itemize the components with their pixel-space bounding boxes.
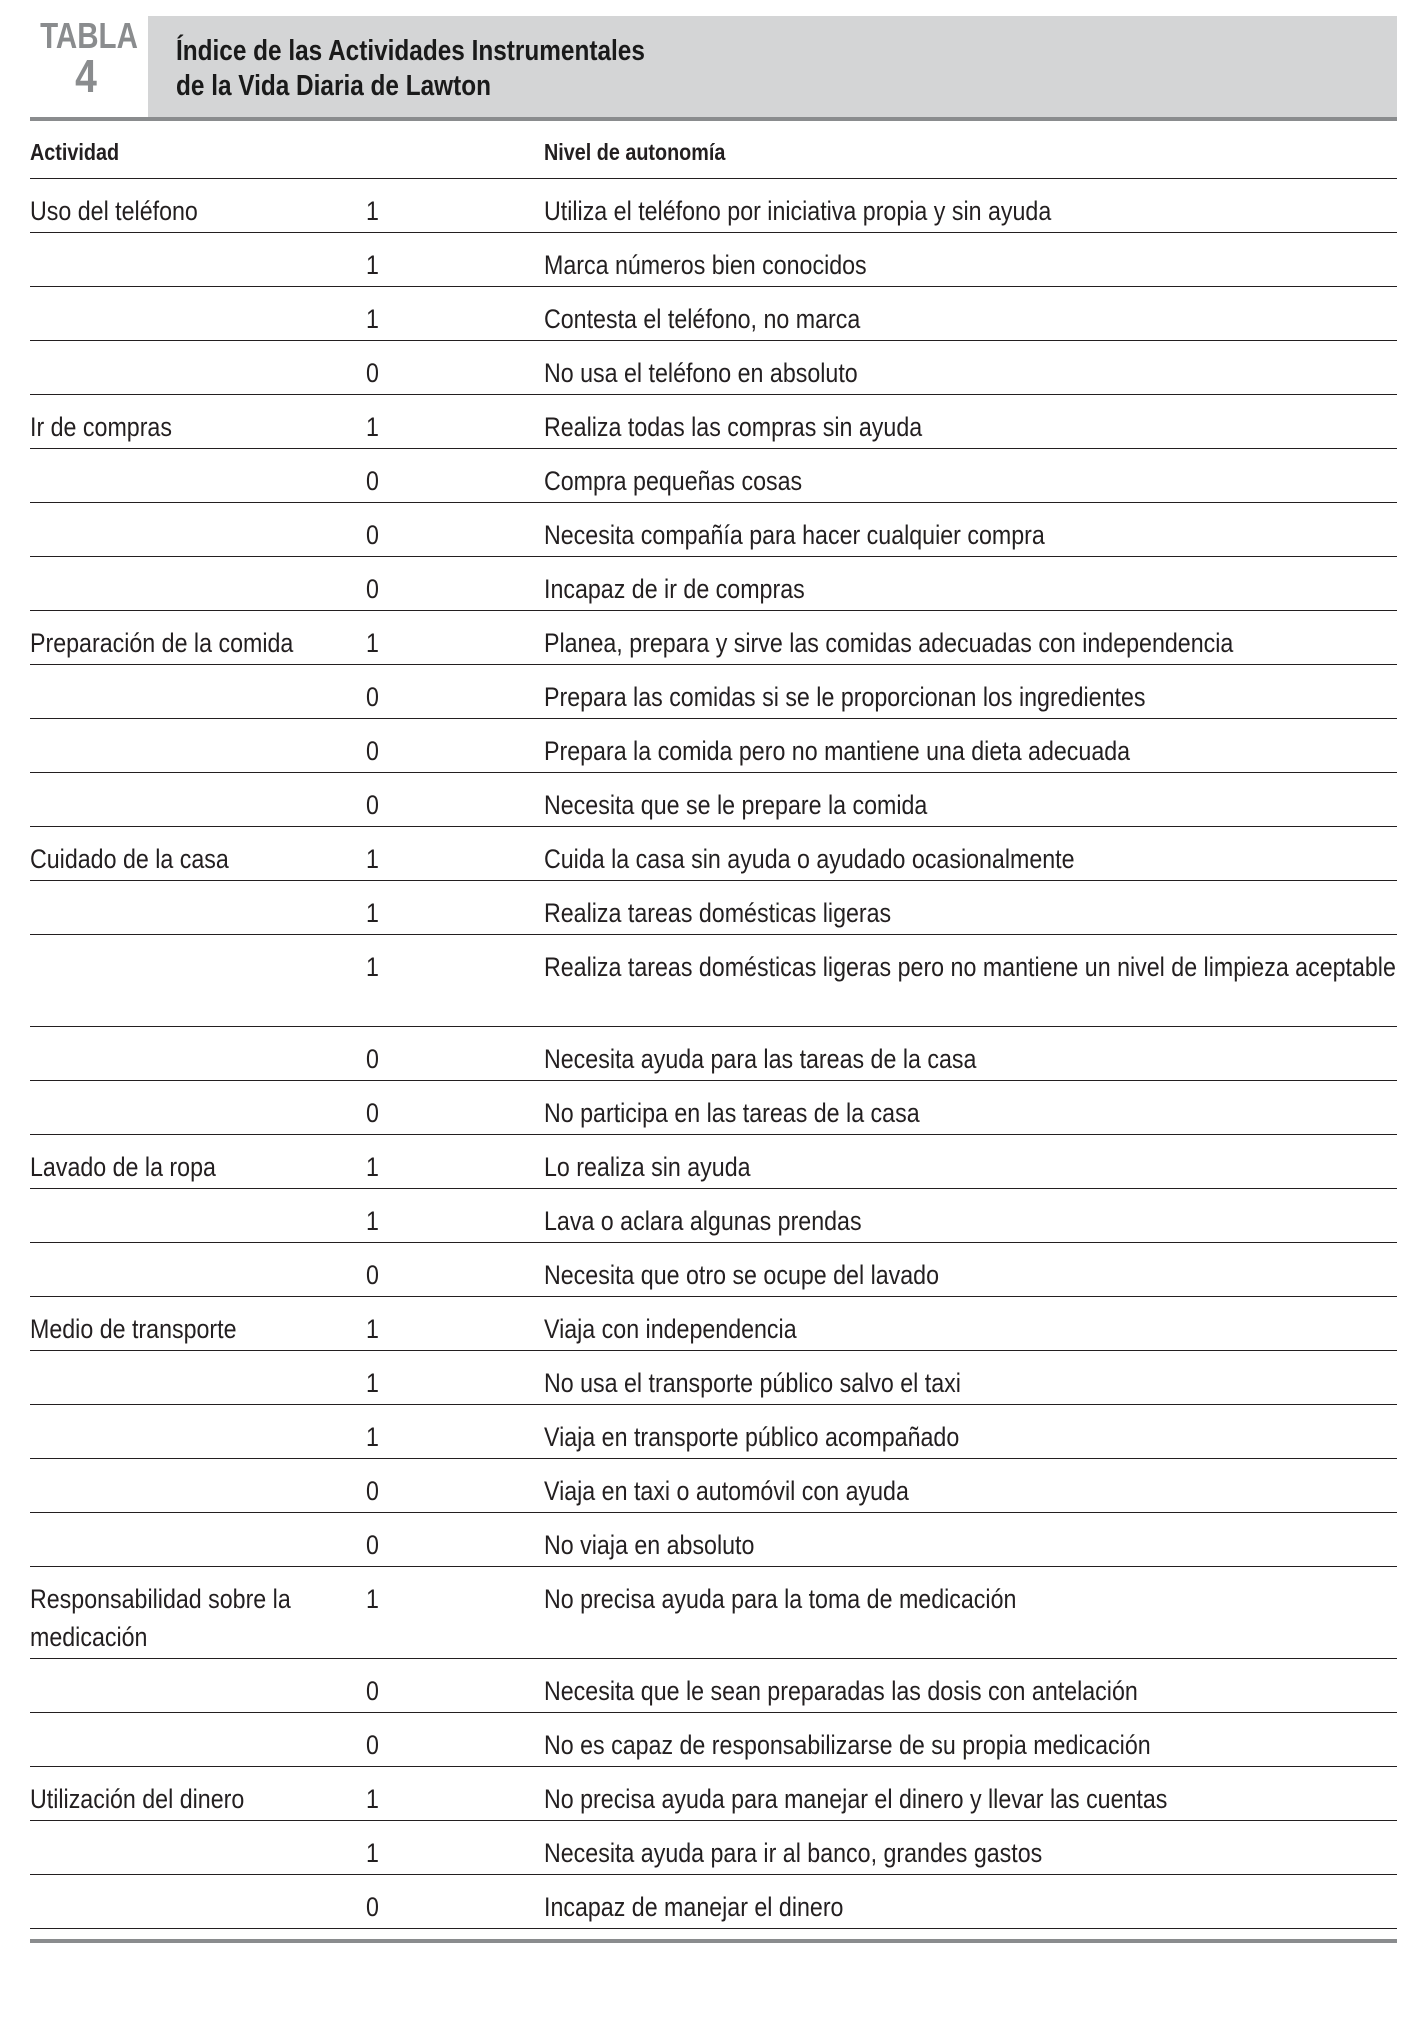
activity-cell: Cuidado de la casa: [30, 844, 229, 874]
description-cell: Realiza tareas domésticas ligeras: [544, 898, 892, 928]
score-cell: 1: [366, 844, 379, 874]
score-cell: 1: [366, 1206, 379, 1236]
table-row: [30, 449, 1397, 503]
score-cell: 1: [366, 1422, 379, 1452]
table-row: [30, 1821, 1397, 1875]
table-label-word: TABLA: [40, 15, 138, 56]
score-cell: 0: [366, 1260, 379, 1290]
column-headers: [30, 119, 1397, 179]
table-label: [30, 15, 142, 102]
table-row: [30, 557, 1397, 611]
table-row: [30, 611, 1397, 665]
table-row: [30, 233, 1397, 287]
table-row: [30, 1351, 1397, 1405]
description-cell: Lo realiza sin ayuda: [544, 1152, 751, 1182]
table-title-line2: de la Vida Diaria de Lawton: [176, 70, 491, 102]
column-header-level: Nivel de autonomía: [544, 139, 726, 165]
table-row: [30, 1189, 1397, 1243]
score-cell: 1: [366, 628, 379, 658]
description-cell: No precisa ayuda para manejar el dinero y llevar las cuentas: [544, 1784, 1168, 1814]
score-cell: 0: [366, 1098, 379, 1128]
activity-cell: Utilización del dinero: [30, 1784, 245, 1814]
description-cell: Necesita que otro se ocupe del lavado: [544, 1260, 940, 1290]
table-row: [30, 881, 1397, 935]
description-cell: Viaja en transporte público acompañado: [544, 1422, 960, 1452]
description-cell: Utiliza el teléfono por iniciativa propia y sin ayuda: [544, 196, 1052, 226]
score-cell: 1: [366, 1838, 379, 1868]
description-cell: No usa el teléfono en absoluto: [544, 358, 858, 388]
table-row: [30, 773, 1397, 827]
table-row: [30, 1405, 1397, 1459]
score-cell: 0: [366, 682, 379, 712]
description-cell: Cuida la casa sin ayuda o ayudado ocasionalmente: [544, 844, 1075, 874]
description-cell: Viaja en taxi o automóvil con ayuda: [544, 1476, 909, 1506]
column-header-activity: Actividad: [30, 139, 120, 165]
table-row: [30, 935, 1397, 1027]
description-cell: No usa el transporte público salvo el taxi: [544, 1368, 961, 1398]
score-cell: 0: [366, 466, 379, 496]
score-cell: 1: [366, 196, 379, 226]
score-cell: 0: [366, 1730, 379, 1760]
score-cell: 0: [366, 358, 379, 388]
activity-cell: Ir de compras: [30, 412, 172, 442]
score-cell: 1: [366, 898, 379, 928]
activity-cell: Medio de transporte: [30, 1314, 237, 1344]
table-row: [30, 665, 1397, 719]
title-box: [148, 16, 1397, 117]
description-cell: Realiza todas las compras sin ayuda: [544, 412, 923, 442]
score-cell: 0: [366, 1476, 379, 1506]
score-cell: 1: [366, 250, 379, 280]
table-row: [30, 395, 1397, 449]
description-cell: Realiza tareas domésticas ligeras pero no mantiene un nivel de limpieza aceptable: [544, 952, 1396, 982]
table-title-line1: Índice de las Actividades Instrumentales: [176, 35, 645, 67]
table-number: 4: [75, 50, 97, 102]
table-title: [176, 34, 645, 104]
description-cell: Lava o aclara algunas prendas: [544, 1206, 862, 1236]
table-row: [30, 1459, 1397, 1513]
score-cell: 1: [366, 1584, 379, 1614]
table-row: [30, 1659, 1397, 1713]
table-row: [30, 1081, 1397, 1135]
table-row: [30, 1027, 1397, 1081]
description-cell: Compra pequeñas cosas: [544, 466, 803, 496]
score-cell: 0: [366, 520, 379, 550]
description-cell: No precisa ayuda para la toma de medicación: [544, 1584, 1017, 1614]
score-cell: 1: [366, 412, 379, 442]
table-row: [30, 1713, 1397, 1767]
score-cell: 1: [366, 1314, 379, 1344]
activity-cell: Lavado de la ropa: [30, 1152, 216, 1182]
table-header: [30, 16, 1397, 119]
description-cell: Necesita ayuda para ir al banco, grandes gastos: [544, 1838, 1043, 1868]
description-cell: Necesita compañía para hacer cualquier compra: [544, 520, 1045, 550]
description-cell: Marca números bien conocidos: [544, 250, 867, 280]
score-cell: 0: [366, 790, 379, 820]
score-cell: 1: [366, 1152, 379, 1182]
activity-cell: Responsabilidad sobre la medicación: [30, 1584, 291, 1652]
table-row: [30, 287, 1397, 341]
description-cell: Incapaz de ir de compras: [544, 574, 805, 604]
description-cell: No participa en las tareas de la casa: [544, 1098, 920, 1128]
score-cell: 0: [366, 1530, 379, 1560]
description-cell: No viaja en absoluto: [544, 1530, 755, 1560]
description-cell: Contesta el teléfono, no marca: [544, 304, 861, 334]
description-cell: Necesita que se le prepare la comida: [544, 790, 928, 820]
description-cell: Necesita que le sean preparadas las dosis con antelación: [544, 1676, 1138, 1706]
table-row: [30, 1135, 1397, 1189]
description-cell: Viaja con independencia: [544, 1314, 797, 1344]
score-cell: 1: [366, 304, 379, 334]
table-row: [30, 827, 1397, 881]
table-row: [30, 1875, 1397, 1929]
table-row: [30, 1567, 1397, 1659]
description-cell: Prepara la comida pero no mantiene una dieta adecuada: [544, 736, 1131, 766]
score-cell: 0: [366, 736, 379, 766]
description-cell: Prepara las comidas si se le proporcionan los ingredientes: [544, 682, 1146, 712]
table-row: [30, 719, 1397, 773]
score-cell: 0: [366, 1892, 379, 1922]
score-cell: 1: [366, 1784, 379, 1814]
score-cell: 0: [366, 1044, 379, 1074]
table-row: [30, 1297, 1397, 1351]
table-row: [30, 179, 1397, 233]
description-cell: Incapaz de manejar el dinero: [544, 1892, 844, 1922]
description-cell: Necesita ayuda para las tareas de la casa: [544, 1044, 977, 1074]
lawton-table: [30, 16, 1397, 1943]
activity-cell: Uso del teléfono: [30, 196, 198, 226]
activity-cell: Preparación de la comida: [30, 628, 294, 658]
table-body: [30, 179, 1397, 1929]
table-row: [30, 1243, 1397, 1297]
description-cell: Planea, prepara y sirve las comidas adecuadas con independencia: [544, 628, 1234, 658]
score-cell: 1: [366, 1368, 379, 1398]
description-cell: No es capaz de responsabilizarse de su propia medicación: [544, 1730, 1151, 1760]
bottom-rule: [30, 1939, 1397, 1943]
score-cell: 0: [366, 574, 379, 604]
score-cell: 0: [366, 1676, 379, 1706]
score-cell: 1: [366, 952, 379, 982]
table-row: [30, 503, 1397, 557]
table-row: [30, 341, 1397, 395]
table-row: [30, 1513, 1397, 1567]
table-row: [30, 1767, 1397, 1821]
